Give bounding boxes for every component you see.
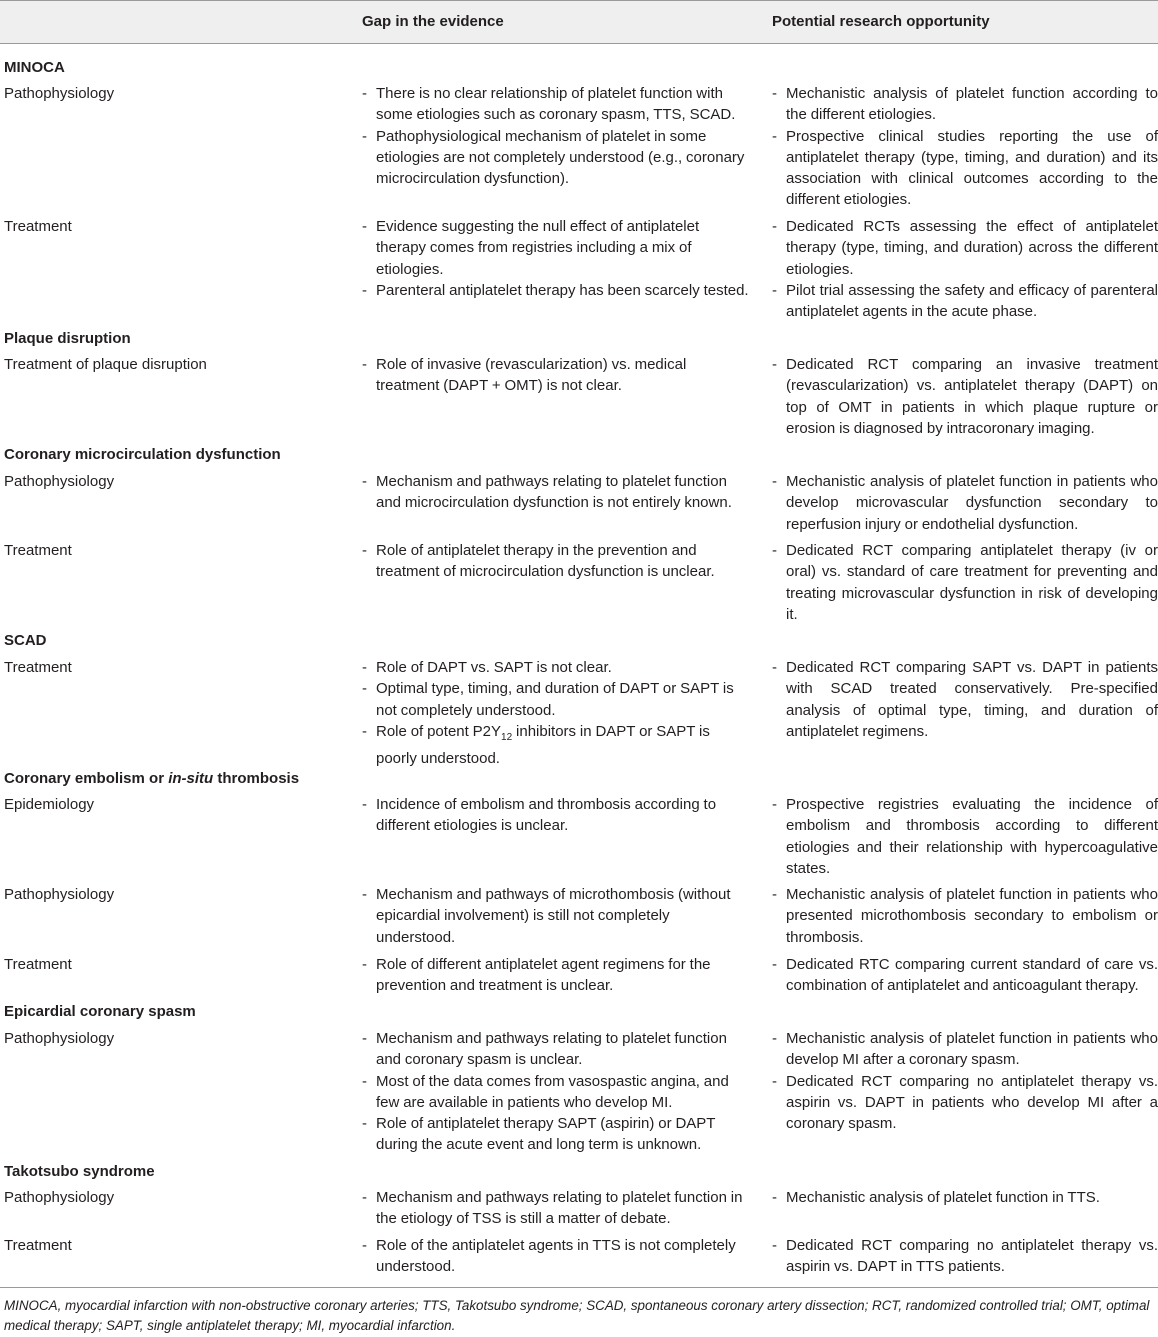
gap-item: - Most of the data comes from vasospastic angina, and few are available in patients who develop MI.	[362, 1071, 752, 1114]
opportunity-cell	[772, 1028, 1158, 1134]
row-label: Treatment of plaque disruption	[4, 356, 207, 373]
opportunity-cell	[772, 954, 1158, 997]
opportunity-cell	[772, 1235, 1158, 1278]
opportunity-item: - Dedicated RCT comparing an invasive treatment (revascularization) vs. antiplatelet therapy (DAPT) on top of OMT in patients in which plaque rupture or erosion is diagnosed by intracoronary imaging.	[772, 354, 1158, 439]
section-title-embolism	[4, 768, 299, 789]
table-header	[0, 0, 1158, 44]
gap-item: - Role of different antiplatelet agent regimens for the prevention and treatment is unclear.	[362, 954, 752, 997]
gap-item: - Parenteral antiplatelet therapy has been scarcely tested.	[362, 280, 752, 301]
opportunity-item: - Dedicated RCT comparing no antiplatelet therapy vs. aspirin vs. DAPT in TTS patients.	[772, 1235, 1158, 1278]
opportunity-cell	[772, 471, 1158, 535]
gap-cell	[362, 954, 752, 997]
opportunity-cell	[772, 354, 1158, 439]
section-title-coronary-spasm: Epicardial coronary spasm	[4, 1003, 196, 1020]
row-label: Treatment	[4, 218, 72, 235]
gap-text: inhibitors in DAPT or SAPT is poorly understood.	[376, 722, 710, 768]
gap-item: - Role of DAPT vs. SAPT is not clear.	[362, 657, 752, 678]
gap-item: - Role of the antiplatelet agents in TTS is not completely understood.	[362, 1235, 752, 1278]
gap-item: - Mechanism and pathways of microthombosis (without epicardial involvement) is still not completely understood.	[362, 884, 752, 948]
gap-item: - Pathophysiological mechanism of platelet in some etiologies are not completely understood (e.g., coronary microcirculation dysfunction).	[362, 126, 752, 190]
row-label: Treatment	[4, 1237, 72, 1254]
opportunity-item: - Dedicated RTC comparing current standard of care vs. combination of antiplatelet and anticoagulant therapy.	[772, 954, 1158, 997]
opportunity-cell	[772, 657, 1158, 742]
gap-cell	[362, 794, 752, 837]
opportunity-cell	[772, 1187, 1158, 1208]
row-label: Treatment	[4, 659, 72, 676]
row-label: Epidemiology	[4, 796, 95, 813]
opportunity-cell	[772, 794, 1158, 879]
opportunity-item: - Mechanistic analysis of platelet function in patients who develop MI after a coronary spasm.	[772, 1028, 1158, 1071]
gap-cell	[362, 471, 752, 514]
header-opportunity: Potential research opportunity	[772, 13, 990, 30]
row-label: Treatment	[4, 956, 72, 973]
row-label: Treatment	[4, 542, 72, 559]
section-title-minoca: MINOCA	[4, 59, 65, 76]
opportunity-item: - Mechanistic analysis of platelet function according to the different etiologies.	[772, 83, 1158, 126]
gap-item: - Role of invasive (revascularization) vs. medical treatment (DAPT + OMT) is not clear.	[362, 354, 752, 397]
gap-item: - Evidence suggesting the null effect of antiplatelet therapy comes from registries including a mix of etiologies.	[362, 216, 752, 280]
row-label: Pathophysiology	[4, 886, 115, 903]
section-title-part: thrombosis	[213, 770, 300, 787]
section-title-italic: in-situ	[168, 770, 214, 787]
gap-item: - There is no clear relationship of platelet function with some etiologies such as coronary spasm, TTS, SCAD.	[362, 83, 752, 126]
opportunity-item: - Dedicated RCT comparing antiplatelet therapy (iv or oral) vs. standard of care treatment for preventing and treating microvascular dysfunction in risk of developing it.	[772, 540, 1158, 625]
section-title-scad: SCAD	[4, 632, 47, 649]
gap-item: - Mechanism and pathways relating to platelet function and microcirculation dysfunction is not entirely known.	[362, 471, 752, 514]
gap-item: - Optimal type, timing, and duration of DAPT or SAPT is not completely understood.	[362, 678, 752, 721]
gap-item: - Role of antiplatelet therapy SAPT (aspirin) or DAPT during the acute event and long term is unknown.	[362, 1113, 752, 1156]
header-gap: Gap in the evidence	[362, 13, 504, 30]
gap-cell	[362, 1028, 752, 1156]
section-title-takotsubo: Takotsubo syndrome	[4, 1163, 155, 1180]
gap-cell	[362, 354, 752, 397]
gap-cell	[362, 1187, 752, 1230]
row-label: Pathophysiology	[4, 473, 115, 490]
opportunity-item: - Prospective clinical studies reporting the use of antiplatelet therapy (type, timing, and duration) and its association with clinical outcomes according to the different etiologies.	[772, 126, 1158, 211]
table-footnote: MINOCA, myocardial infarction with non-obstructive coronary arteries; TTS, Takotsubo syndrome; SCAD, spontaneous coronary artery dissection; RCT, randomized controlled trial; OMT, optimal medical therapy; SAPT, single antiplatelet therapy; MI, myocardial infarction.	[4, 1298, 1150, 1333]
gap-cell	[362, 884, 752, 948]
subscript: 12	[501, 731, 513, 743]
opportunity-item: - Dedicated RCTs assessing the effect of antiplatelet therapy (type, timing, and duration) across the different etiologies.	[772, 216, 1158, 280]
gap-cell	[362, 657, 752, 769]
opportunity-cell	[772, 83, 1158, 211]
opportunity-item: - Mechanistic analysis of platelet function in TTS.	[772, 1187, 1158, 1208]
opportunity-item: - Mechanistic analysis of platelet function in patients who develop microvascular dysfunction secondary to reperfusion injury or endothelial dysfunction.	[772, 471, 1158, 535]
gap-item: - Incidence of embolism and thrombosis according to different etiologies is unclear.	[362, 794, 752, 837]
opportunity-cell	[772, 540, 1158, 625]
opportunity-item: - Dedicated RCT comparing SAPT vs. DAPT in patients with SCAD treated conservatively. Pre-specified analysis of optimal type, timing, and duration of antiplatelet regimens.	[772, 657, 1158, 742]
opportunity-item: - Pilot trial assessing the safety and efficacy of parenteral antiplatelet agents in the acute phase.	[772, 280, 1158, 323]
opportunity-item: - Mechanistic analysis of platelet function in patients who presented microthombosis secondary to embolism or thrombosis.	[772, 884, 1158, 948]
row-label: Pathophysiology	[4, 1189, 115, 1206]
section-title-part: Coronary embolism or	[4, 770, 169, 787]
table-bottom-rule	[0, 1287, 1158, 1288]
opportunity-cell	[772, 884, 1158, 948]
opportunity-cell	[772, 216, 1158, 322]
section-title-plaque-disruption: Plaque disruption	[4, 330, 131, 347]
opportunity-item: - Dedicated RCT comparing no antiplatelet therapy vs. aspirin vs. DAPT in patients who develop MI after a coronary spasm.	[772, 1071, 1158, 1135]
gap-cell	[362, 1235, 752, 1278]
gap-cell	[362, 540, 752, 583]
row-label: Pathophysiology	[4, 85, 115, 102]
gap-item: - Mechanism and pathways relating to platelet function and coronary spasm is unclear.	[362, 1028, 752, 1071]
gap-item	[362, 721, 752, 770]
opportunity-item: - Prospective registries evaluating the incidence of embolism and thrombosis according to different etiologies and their relationship with hypercoagulative states.	[772, 794, 1158, 879]
row-label: Pathophysiology	[4, 1030, 115, 1047]
gap-item: - Mechanism and pathways relating to platelet function in the etiology of TSS is still a matter of debate.	[362, 1187, 752, 1230]
gap-cell	[362, 216, 752, 301]
gap-item: - Role of antiplatelet therapy in the prevention and treatment of microcirculation dysfunction is unclear.	[362, 540, 752, 583]
section-title-microcirculation: Coronary microcirculation dysfunction	[4, 446, 281, 463]
gap-text: Role of potent P2Y	[376, 722, 502, 740]
gap-cell	[362, 83, 752, 189]
